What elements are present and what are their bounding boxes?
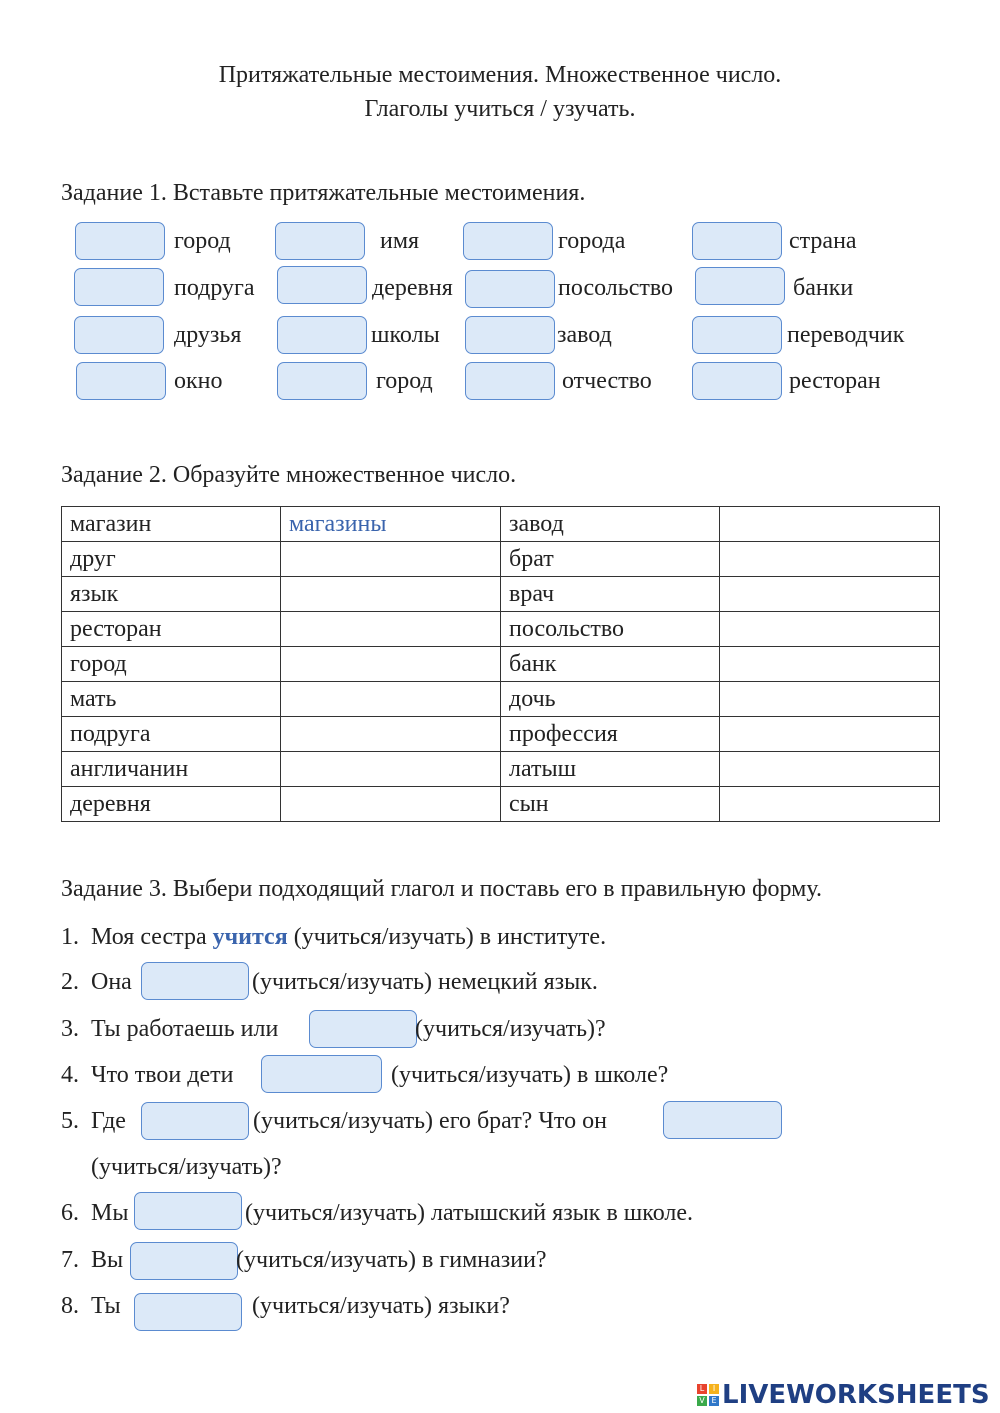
task3-blank-3[interactable] bbox=[309, 1010, 417, 1048]
table-cell-word: деревня bbox=[62, 787, 281, 822]
table-row bbox=[62, 542, 940, 577]
table-cell-answer[interactable] bbox=[720, 577, 940, 612]
liveworksheets-logo bbox=[697, 1378, 990, 1412]
table-cell-word: завод bbox=[501, 507, 720, 542]
sentence-text: Ты работаешь или bbox=[91, 1016, 279, 1042]
sentence-number: 6. bbox=[61, 1200, 79, 1226]
sentence-number: 2. bbox=[61, 969, 79, 995]
sentence-number: 8. bbox=[61, 1293, 79, 1319]
sentence-text: (учиться/изучать) в школе? bbox=[391, 1062, 669, 1088]
sentence-text: Моя сестра bbox=[91, 924, 207, 950]
table-cell-word: врач bbox=[501, 577, 720, 612]
task1-blank-3-2[interactable] bbox=[277, 316, 367, 354]
table-row bbox=[62, 717, 940, 752]
table-cell-word: посольство bbox=[501, 612, 720, 647]
task1-word: банки bbox=[793, 275, 854, 301]
sentence-text: (учиться/изучать) его брат? Что он bbox=[253, 1108, 607, 1134]
table-cell-word: город bbox=[62, 647, 281, 682]
sentence-text: Где bbox=[91, 1108, 126, 1134]
task1-blank-3-4[interactable] bbox=[692, 316, 782, 354]
task3-blank-8[interactable] bbox=[134, 1293, 242, 1331]
task1-blank-1-2[interactable] bbox=[275, 222, 365, 260]
sentence-text: (учиться/изучать) латышский язык в школе. bbox=[245, 1200, 694, 1226]
task3-blank-6[interactable] bbox=[134, 1192, 242, 1230]
table-cell-word: банк bbox=[501, 647, 720, 682]
table-cell-answer[interactable] bbox=[720, 612, 940, 647]
table-cell-word: латыш bbox=[501, 752, 720, 787]
sentence-number: 7. bbox=[61, 1247, 79, 1273]
sentence-text: (учиться/изучать) немецкий язык. bbox=[252, 969, 598, 995]
task1-blank-1-4[interactable] bbox=[692, 222, 782, 260]
task1-word: подруга bbox=[174, 275, 255, 301]
task1-blank-2-2[interactable] bbox=[277, 266, 367, 304]
sentence-text: Мы bbox=[91, 1200, 129, 1226]
sentence-number: 1. bbox=[61, 924, 79, 950]
task1-blank-1-1[interactable] bbox=[75, 222, 165, 260]
table-cell-answer[interactable] bbox=[720, 717, 940, 752]
logo-mark-icon: L I V E bbox=[697, 1384, 719, 1406]
table-cell-word: профессия bbox=[501, 717, 720, 752]
table-cell-answer[interactable] bbox=[281, 542, 501, 577]
task1-word: окно bbox=[174, 368, 223, 394]
sentence-number: 4. bbox=[61, 1062, 79, 1088]
task1-blank-4-3[interactable] bbox=[465, 362, 555, 400]
task1-blank-4-2[interactable] bbox=[277, 362, 367, 400]
table-cell-answer[interactable] bbox=[281, 682, 501, 717]
task1-blank-2-3[interactable] bbox=[465, 270, 555, 308]
logo-text: LIVEWORKSHEETS bbox=[722, 1380, 990, 1410]
table-cell-answer[interactable] bbox=[720, 542, 940, 577]
sentence-text: Она bbox=[91, 969, 132, 995]
task1-word: школы bbox=[371, 322, 440, 348]
table-cell-answer[interactable] bbox=[720, 682, 940, 717]
task1-word: город bbox=[376, 368, 433, 394]
table-cell-word: брат bbox=[501, 542, 720, 577]
sentence-text: Что твои дети bbox=[91, 1062, 234, 1088]
table-cell-word: сын bbox=[501, 787, 720, 822]
task1-blank-3-1[interactable] bbox=[74, 316, 164, 354]
sentence-number: 3. bbox=[61, 1016, 79, 1042]
table-row bbox=[62, 647, 940, 682]
sentence-text: (учиться/изучать)? bbox=[91, 1154, 282, 1180]
table-cell-answer[interactable] bbox=[720, 647, 940, 682]
task1-word: город bbox=[174, 228, 231, 254]
table-cell-word: магазин bbox=[62, 507, 281, 542]
task1-word: страна bbox=[789, 228, 857, 254]
table-cell-word: язык bbox=[62, 577, 281, 612]
table-row bbox=[62, 752, 940, 787]
table-cell-answer[interactable] bbox=[720, 752, 940, 787]
task1-heading: Задание 1. Вставьте притяжательные местоимения. bbox=[61, 180, 586, 206]
table-cell-answer[interactable]: магазины bbox=[281, 507, 501, 542]
table-row bbox=[62, 507, 940, 542]
table-cell-word: подруга bbox=[62, 717, 281, 752]
table-cell-answer[interactable] bbox=[281, 752, 501, 787]
task1-word: посольство bbox=[558, 275, 674, 301]
task1-blank-4-4[interactable] bbox=[692, 362, 782, 400]
table-cell-answer[interactable] bbox=[281, 577, 501, 612]
task3-blank-7[interactable] bbox=[130, 1242, 238, 1280]
task3-blank-5b[interactable] bbox=[663, 1101, 782, 1139]
sentence-number: 5. bbox=[61, 1108, 79, 1134]
sentence-text: Вы bbox=[91, 1247, 124, 1273]
table-cell-answer[interactable] bbox=[281, 647, 501, 682]
task1-word: переводчик bbox=[787, 322, 905, 348]
sentence-text: (учиться/изучать) в институте. bbox=[293, 924, 607, 950]
table-row bbox=[62, 682, 940, 717]
table-cell-word: друг bbox=[62, 542, 281, 577]
plural-table bbox=[61, 506, 940, 822]
sentence-1 bbox=[91, 924, 606, 951]
table-cell-answer[interactable] bbox=[720, 787, 940, 822]
task1-blank-3-3[interactable] bbox=[465, 316, 555, 354]
task1-word: города bbox=[558, 228, 626, 254]
table-row bbox=[62, 577, 940, 612]
sentence-text: Ты bbox=[91, 1293, 121, 1319]
task1-blank-2-1[interactable] bbox=[74, 268, 164, 306]
table-cell-word: англичанин bbox=[62, 752, 281, 787]
task3-blank-5a[interactable] bbox=[141, 1102, 249, 1140]
table-row bbox=[62, 612, 940, 647]
task3-heading: Задание 3. Выбери подходящий глагол и поставь его в правильную форму. bbox=[61, 876, 822, 902]
task1-blank-2-4[interactable] bbox=[695, 267, 785, 305]
table-cell-word: дочь bbox=[501, 682, 720, 717]
task1-word: ресторан bbox=[789, 368, 881, 394]
task1-word: деревня bbox=[372, 275, 453, 301]
task3-blank-2[interactable] bbox=[141, 962, 249, 1000]
table-cell-answer[interactable] bbox=[281, 717, 501, 752]
task2-heading: Задание 2. Образуйте множественное число. bbox=[61, 462, 517, 488]
task1-word: имя bbox=[380, 228, 420, 254]
table-cell-word: мать bbox=[62, 682, 281, 717]
task3-blank-4[interactable] bbox=[261, 1055, 382, 1093]
page-title: Притяжательные местоимения. Множественное число. bbox=[218, 62, 782, 88]
table-cell-answer[interactable] bbox=[281, 612, 501, 647]
task1-word: завод bbox=[557, 322, 612, 348]
table-cell-answer[interactable] bbox=[281, 787, 501, 822]
sentence-text: (учиться/изучать) языки? bbox=[252, 1293, 510, 1319]
sentence-text: (учиться/изучать)? bbox=[415, 1016, 606, 1042]
sentence-text: (учиться/изучать) в гимназии? bbox=[236, 1247, 547, 1273]
table-cell-word: ресторан bbox=[62, 612, 281, 647]
task1-blank-1-3[interactable] bbox=[463, 222, 553, 260]
answer-word: учится bbox=[212, 924, 288, 950]
task1-blank-4-1[interactable] bbox=[76, 362, 166, 400]
table-cell-answer[interactable] bbox=[720, 507, 940, 542]
table-row bbox=[62, 787, 940, 822]
task1-word: друзья bbox=[174, 322, 242, 348]
page-subtitle: Глаголы учиться / узучать. bbox=[364, 96, 636, 122]
task1-word: отчество bbox=[562, 368, 652, 394]
